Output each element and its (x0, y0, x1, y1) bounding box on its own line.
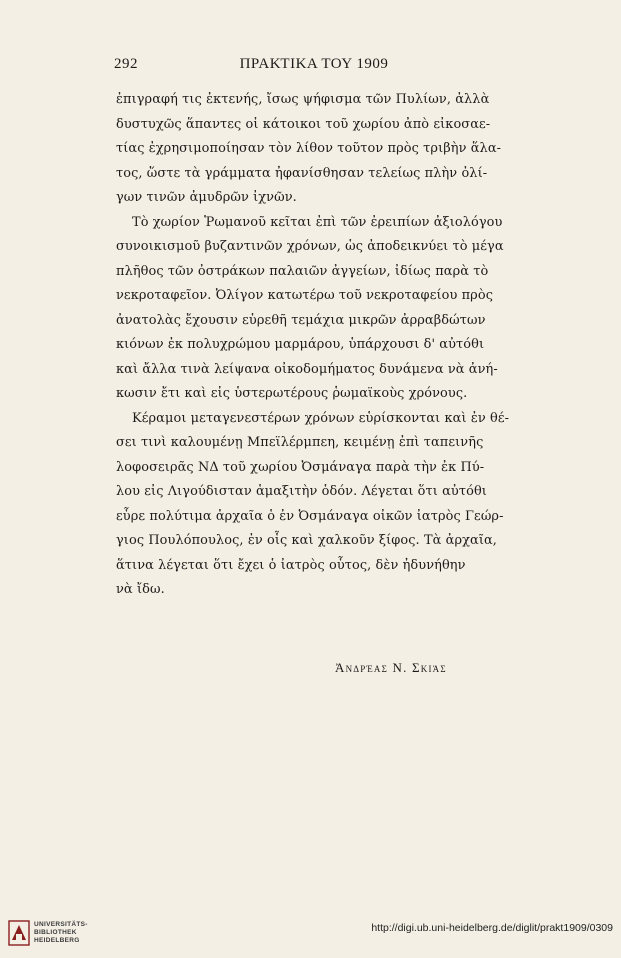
paragraph (116, 211, 516, 407)
text-line: νεκροταφεῖον. Ὀλίγον κατωτέρω τοῦ νεκροταφείου πρὸς (116, 288, 494, 303)
library-line: BIBLIOTHEK (34, 929, 77, 936)
text-line: λου εἰς Λιγούδισταν ἁμαξιτὴν ὁδόν. Λέγεται ὅτι αὐτόθι (116, 484, 487, 499)
text-line: ἐπιγραφή τις ἐκτενής, ἴσως ψήφισμα τῶν Πυλίων, ἀλλὰ (116, 92, 490, 107)
library-line: HEIDELBERG (34, 937, 80, 944)
text-line: γιος Πουλόπουλος, ἐν οἷς καὶ χαλκοῦν ξίφος. Τὰ ἀρχαῖα, (116, 533, 498, 548)
body-text (116, 88, 516, 603)
text-line: λοφοσειρᾶς ΝΔ τοῦ χωρίου Ὀσμάναγα παρὰ τὴν ἐκ Πύ- (116, 459, 485, 475)
text-line: τος, ὥστε τὰ γράμματα ἠφανίσθησαν τελείως πλὴν ὀλί- (116, 165, 488, 181)
text-line: νὰ ἴδω. (116, 582, 165, 597)
text-line: συνοικισμοῦ βυζαντινῶν χρόνων, ὡς ἀποδεικνύει τὸ μέγα (116, 239, 504, 254)
source-url-link[interactable]: http://digi.ub.uni-heidelberg.de/diglit/prakt1909/0309 (371, 922, 613, 934)
text-line: Κέραμοι μεταγενεστέρων χρόνων εὑρίσκονται καὶ ἐν θέ- (132, 410, 510, 426)
page-number: 292 (114, 56, 138, 72)
text-line: ἅτινα λέγεται ὅτι ἔχει ὁ ἰατρὸς οὗτος, δὲν ἠδυνήθην (116, 557, 466, 573)
university-seal-icon (8, 920, 30, 946)
text-line: σει τινὶ καλουμένῃ Μπεϊλέρμπεη, κειμένῃ ἐπὶ ταπεινῆς (116, 435, 484, 450)
running-title: ΠΡΑΚΤΙΚΑ ΤΟΥ 1909 (239, 56, 389, 72)
paragraph (116, 407, 516, 603)
text-line: ἀνατολὰς ἔχουσιν εὑρεθῆ τεμάχια μικρῶν ἀρραβδώτων (116, 312, 486, 328)
text-line: κωσιν ἔτι καὶ εἰς ὑστερωτέρους ῥωμαϊκοὺς χρόνους. (116, 386, 468, 401)
text-line: πλῆθος τῶν ὀστράκων παλαιῶν ἀγγείων, ἰδίως παρὰ τὸ (116, 263, 489, 279)
text-line: κιόνων ἐκ πολυχρώμου μαρμάρου, ὑπάρχουσι δ' αὐτόθι (116, 337, 485, 352)
library-name (34, 921, 88, 945)
library-line: UNIVERSITÄTS- (34, 921, 88, 928)
text-line: γων τινῶν ἀμυδρῶν ἰχνῶν. (116, 190, 297, 205)
text-line: δυστυχῶς ἅπαντες οἱ κάτοικοι τοῦ χωρίου ἀπὸ εἰκοσαε- (116, 116, 491, 132)
library-logo[interactable] (6, 916, 126, 952)
author-signature: Ἀνδρέας Ν. Σκιάς (335, 660, 447, 675)
paragraph (116, 88, 516, 211)
text-line: εὗρε πολύτιμα ἀρχαῖα ὁ ἐν Ὀσμάναγα οἰκῶν ἰατρὸς Γεώρ- (116, 508, 504, 524)
text-line: Τὸ χωρίον Ῥωμανοῦ κεῖται ἐπὶ τῶν ἐρειπίων ἀξιολόγου (132, 214, 503, 230)
text-line: τίας ἐχρησιμοποίησαν τὸν λίθον τοῦτον πρὸς τριβὴν ἅλα- (116, 141, 502, 156)
text-line: καὶ ἄλλα τινὰ λείψανα οἰκοδομήματος δυνάμενα νὰ ἀνή- (116, 361, 498, 377)
page-header (114, 56, 514, 78)
